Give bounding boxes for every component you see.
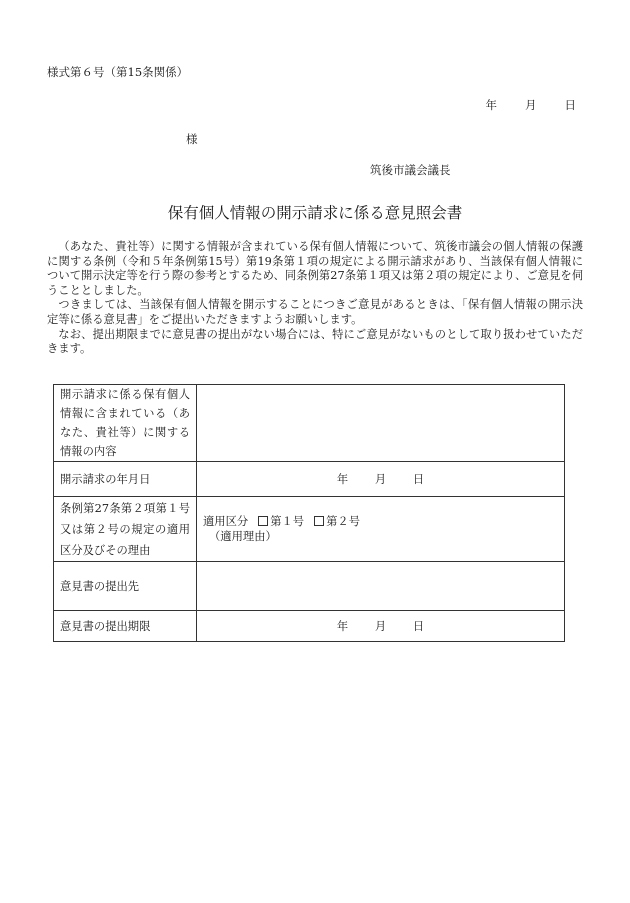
request-year: 年 xyxy=(336,473,349,486)
submission-destination-value xyxy=(197,562,565,611)
deadline-year: 年 xyxy=(336,620,349,633)
request-date-value xyxy=(197,462,565,497)
category-line xyxy=(203,514,558,529)
date-day: 日 xyxy=(564,98,576,112)
request-date-label: 開示請求の年月日 xyxy=(54,462,197,497)
form-number: 様式第６号（第15条関係） xyxy=(47,65,189,79)
date-month: 月 xyxy=(525,98,537,112)
option-1-label: 第１号 xyxy=(270,515,305,528)
date-year: 年 xyxy=(485,98,497,112)
body-paragraph-2: つきましては、当該保有個人情報を開示することにつきご意見があるときは、「保有個人情報の開示決定等に係る意見書」をご提出いただきますようお願いします。 xyxy=(47,298,583,326)
body-paragraph-3: なお、提出期限までに意見書の提出がない場合には、特にご意見がないものとして取り扱わせていただきます。 xyxy=(47,327,583,356)
body-paragraph-1: （あなた、貴社等）に関する情報が含まれている保有個人情報について、筑後市議会の個人情報の保護に関する条例（令和５年条例第15号）第19条第１項の規定による開示請求があり、当該保有個人情報について開示決定等を行う際の参考とするため、同条例第27条第１項又は第２項の規定により、ご意見を伺うこととしました。 xyxy=(47,240,583,297)
table-row xyxy=(54,462,565,497)
deadline-value xyxy=(197,611,565,642)
deadline-day: 日 xyxy=(412,620,425,633)
table-row xyxy=(54,562,565,611)
info-content-value xyxy=(197,385,565,462)
sender-name: 筑後市議会議長 xyxy=(370,163,451,177)
category-text: 適用区分 xyxy=(203,515,249,528)
category-value xyxy=(197,497,565,562)
table-row xyxy=(54,611,565,642)
issue-date xyxy=(486,97,577,113)
submission-destination-label: 意見書の提出先 xyxy=(54,562,197,611)
deadline-label: 意見書の提出期限 xyxy=(54,611,197,642)
document-title: 保有個人情報の開示請求に係る意見照会書 xyxy=(167,204,463,222)
info-content-label: 開示請求に係る保有個人情報に含まれている（あなた、貴社等）に関する情報の内容 xyxy=(54,385,197,462)
category-label: 条例第27条第２項第１号又は第２号の規定の適用区分及びその理由 xyxy=(54,497,197,562)
deadline-month: 月 xyxy=(374,620,387,633)
recipient-salutation: 様 xyxy=(186,132,198,146)
table-row xyxy=(54,497,565,562)
table-row xyxy=(54,385,565,462)
reason-label: （適用理由） xyxy=(209,530,277,543)
checkbox-option-1[interactable] xyxy=(258,516,268,526)
option-2-label: 第２号 xyxy=(326,515,361,528)
request-day: 日 xyxy=(412,473,425,486)
details-table xyxy=(53,384,565,642)
checkbox-option-2[interactable] xyxy=(314,516,324,526)
request-month: 月 xyxy=(374,473,387,486)
body-text xyxy=(47,240,583,357)
